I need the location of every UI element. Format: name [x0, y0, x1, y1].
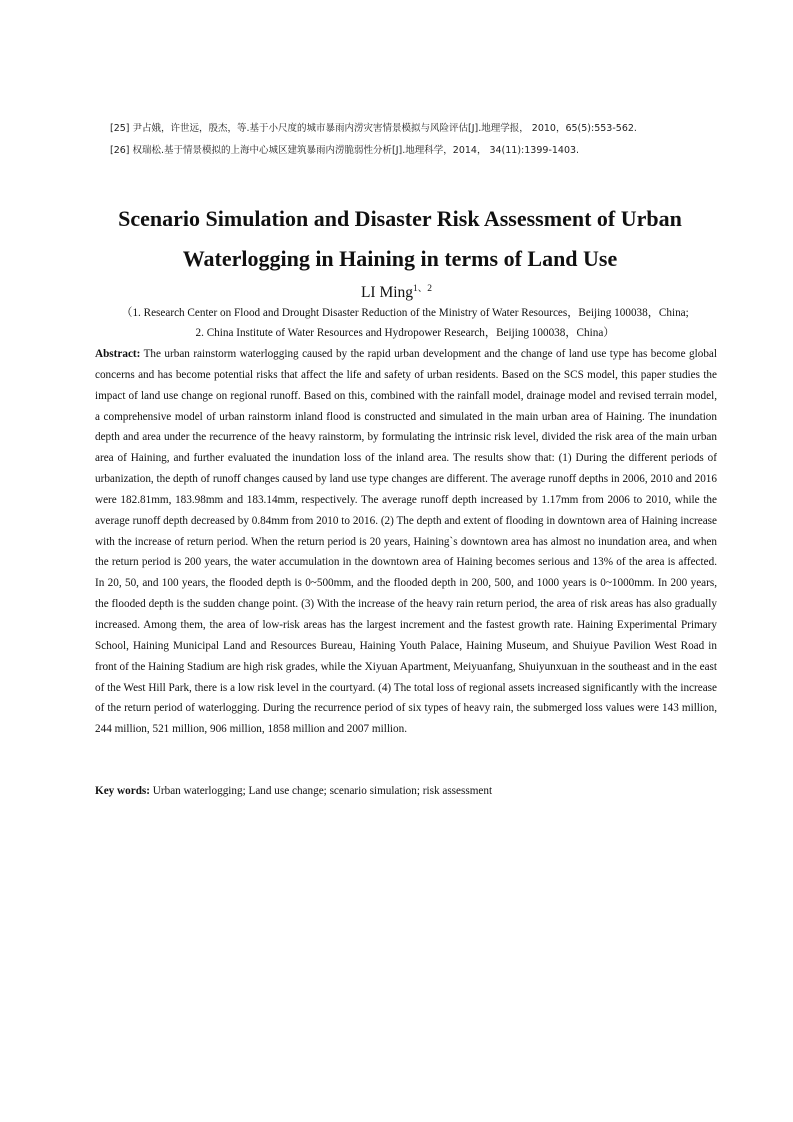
- abstract: [95, 344, 717, 740]
- abstract-label: Abstract:: [95, 348, 141, 360]
- keywords-label: Key words:: [95, 785, 150, 797]
- affiliation-1: （1. Research Center on Flood and Drought Disaster Reduction of the Ministry of Water Resources，Beijing 100038，China;: [121, 307, 689, 319]
- abstract-text: The urban rainstorm waterlogging caused by the rapid urban development and the change of land use type has become global concerns and has become potential risks that affect the life and safety of urban residents. Based on the SCS model, this paper studies the impact of land use change on regional runoff. Based on this, combined with the rainfall model, drainage model and revised terrain model, a comprehensive model of urban rainstorm inland flood is constructed and simulated in the main urban area of Haining. The inundation depth and area under the recurrence of the heavy rainstorm, by formulating the intrinsic risk level, divided the risk area of the main urban area of Haining, and further evaluated the inundation loss of the inland area. The results show that: (1) During the different periods of urbanization, the depth of runoff changes caused by land use type changes are different. The average runoff depths in 2006, 2010 and 2016 were 182.81mm, 183.98mm and 183.14mm, respectively. The average runoff depth increased by 1.17mm from 2006 to 2010, while the average runoff depth decreased by 0.84mm from 2010 to 2016. (2) The depth and extent of flooding in downtown area of Haining increase with the increase of return period. When the return period is 20 years, Haining`s downtown area has almost no inundation area, and when the return period is 200 years, the water accumulation in the downtown area of Haining becomes serious and 13% of the area is affected. In 20, 50, and 100 years, the flooded depth is 0~500mm, and the flooded depth in 200, 500, and 1000 years is 0~1000mm. In 200 years, the flooded depth is the sudden change point. (3) With the increase of the heavy rain return period, the area of risk areas has also gradually increased. Among them, the area of low-risk areas has the largest increment and the fastest growth rate. Haining Experimental Primary School, Haining Municipal Land and Resources Bureau, Haining Youth Palace, Haining Museum, and Shuiyue Pavilion West Road in front of the Haining Stadium are high risk grades, while the Xiyuan Apartment, Meiyuanfang, Shuiyunxuan in the southeast and in the east of the West Hill Park, there is a low risk level in the courtyard. (4) The total loss of regional assets increased significantly with the increase of the return period of waterlogging. During the recurrence period of six types of heavy rain, the submerged loss values were 143 million, 244 million, 521 million, 906 million, 1858 million and 2007 million.: [95, 348, 718, 736]
- affiliation-2: 2. China Institute of Water Resources and Hydropower Research，Beijing 100038，China）: [195, 327, 615, 339]
- author-affiliation-marks: 1、2: [413, 284, 433, 294]
- reference-item: [25] 尹占娥，许世远，殷杰，等.基于小尺度的城市暴雨内涝灾害情景模拟与风险评估[J].地理学报， 2010，65(5):553-562.: [110, 123, 637, 134]
- reference-list: [110, 118, 710, 162]
- reference-item: [26] 权瑞松.基于情景模拟的上海中心城区建筑暴雨内涝脆弱性分析[J].地理科学，2014， 34(11):1399-1403.: [110, 145, 580, 156]
- author-name: LI Ming: [360, 284, 414, 301]
- keywords-text: Urban waterlogging; Land use change; scenario simulation; risk assessment: [152, 785, 493, 797]
- author-line: [0, 280, 793, 302]
- keywords: [95, 781, 717, 801]
- paper-title-line-2: Waterlogging in Haining in terms of Land Use: [182, 246, 618, 271]
- paper-title-line-1: Scenario Simulation and Disaster Risk Assessment of Urban: [118, 206, 682, 231]
